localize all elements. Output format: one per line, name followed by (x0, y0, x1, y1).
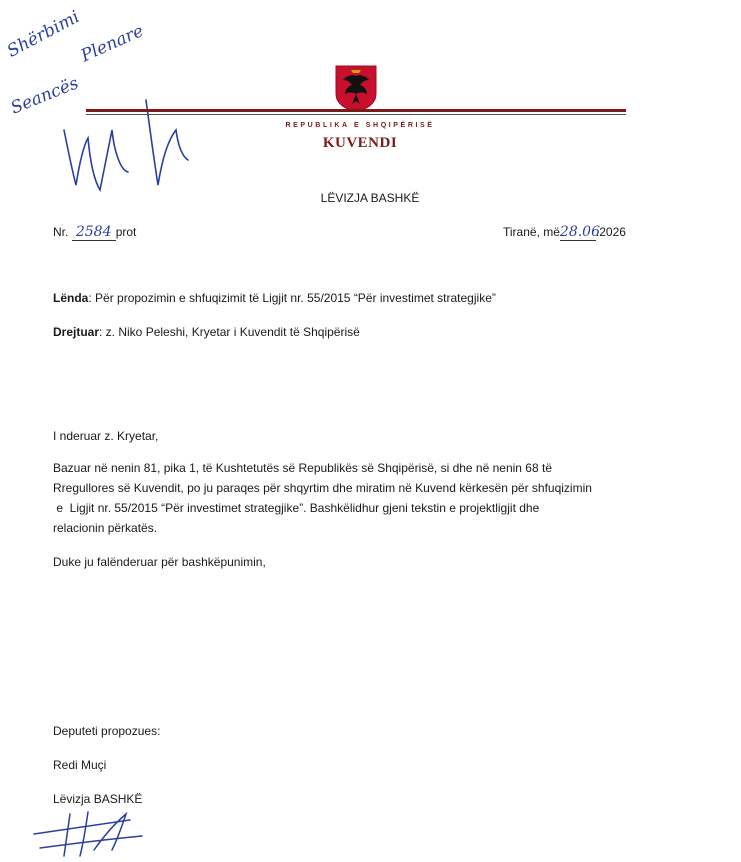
handwritten-initials (54, 90, 194, 200)
party-title: LËVIZJA BASHKË (320, 191, 420, 205)
handwritten-note-line3: Plenare (78, 21, 147, 67)
subject-line (53, 288, 673, 308)
place-date (503, 224, 626, 241)
addressee-text: : z. Niko Peleshi, Kryetar i Kuvendit të Shqipërisë (99, 325, 360, 339)
prot-label: prot (115, 225, 137, 239)
date-value: 28.06 (559, 224, 600, 240)
body-line: Bazuar në nenin 81, pika 1, të Kushtetutës së Republikës së Shqipërisë, si dhe në nenin 68 të (53, 461, 552, 475)
signatory-name: Redi Muçi (53, 758, 107, 772)
body-paragraph (53, 458, 673, 538)
header-rule-thin (86, 114, 626, 115)
handwritten-note (4, 7, 174, 168)
handwritten-signature (30, 806, 150, 860)
republic-name: REPUBLIKA E SHQIPËRISË (285, 122, 435, 129)
greeting: I nderuar z. Kryetar, (53, 429, 159, 443)
subject-text: : Për propozimin e shfuqizimit të Ligjit nr. 55/2015 “Për investimet strategjike” (88, 291, 496, 305)
signatory-role: Deputeti propozues: (53, 724, 161, 738)
addressee-line (53, 322, 673, 342)
body-line: relacionin përkatës. (53, 521, 158, 535)
body-line: e Ligjit nr. 55/2015 “Për investimet strategjike”. Bashkëlidhur gjeni tekstin e projektligjit dhe (53, 501, 540, 515)
place-label: Tiranë, më (503, 225, 560, 239)
body-line: Rregullores së Kuvendit, po ju paraqes për shqyrtim dhe miratim në Kuvend kërkesën për shfuqizimin (53, 481, 592, 495)
signatory-party: Lëvizja BASHKË (53, 792, 143, 806)
handwritten-note-line2: Seancës (8, 73, 82, 119)
header-rule (86, 109, 626, 112)
closing-line: Duke ju falënderuar për bashkëpunimin, (53, 555, 266, 569)
year-value: .2026 (595, 225, 626, 239)
nr-value: 2584 (72, 224, 116, 241)
nr-label: Nr. (53, 225, 69, 239)
reference-number (53, 224, 136, 241)
institution-name: KUVENDI (322, 135, 398, 151)
subject-label: Lënda (53, 291, 89, 305)
addressee-label: Drejtuar (53, 325, 100, 339)
handwritten-note-line1: Shërbimi (4, 7, 83, 62)
albanian-emblem-icon (334, 64, 378, 112)
